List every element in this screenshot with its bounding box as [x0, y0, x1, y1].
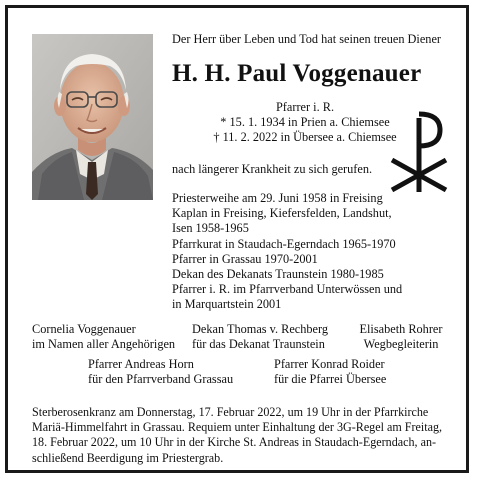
mourner-role: Wegbegleiterin	[363, 337, 439, 352]
career-list	[172, 191, 402, 313]
funeral-line: 18. Februar 2022, um 10 Uhr in der Kirche St. Andreas in Staudach-Egerndach, an-	[32, 435, 437, 450]
bio-born: * 15. 1. 1934 in Prien a. Chiemsee	[220, 115, 390, 130]
career-line: Pfarrer i. R. im Pfarrverband Unterwössen und	[172, 282, 403, 297]
mourner-role: im Namen aller Angehörigen	[32, 337, 176, 352]
career-line: Pfarrkurat in Staudach-Egerndach 1965-1970	[172, 236, 396, 251]
career-line: Priesterweihe am 29. Juni 1958 in Freising	[172, 191, 383, 205]
mourner-role: für den Pfarrverband Grassau	[88, 372, 234, 387]
bio-role: Pfarrer i. R.	[275, 100, 335, 114]
career-line: Pfarrer in Grassau 1970-2001	[172, 251, 318, 266]
bio-block	[190, 100, 420, 146]
deceased-name: H. H. Paul Voggenauer	[172, 60, 422, 87]
mourner-1	[32, 322, 175, 352]
funeral-line: schließend Beerdigung im Priestergrab.	[32, 450, 224, 465]
bio-died: † 11. 2. 2022 in Übersee a. Chiemsee	[213, 130, 397, 145]
mourner-2	[192, 322, 328, 352]
mourner-name: Dekan Thomas v. Rechberg	[192, 322, 329, 336]
mourner-name: Elisabeth Rohrer	[359, 322, 443, 336]
career-line: Isen 1958-1965	[172, 221, 249, 236]
header-line: Der Herr über Leben und Tod hat seinen treuen Diener	[172, 32, 441, 46]
career-line: in Marquartstein 2001	[172, 297, 282, 312]
mourner-5	[274, 357, 386, 387]
funeral-line: Mariä-Himmelfahrt in Grassau. Requiem unter Einhaltung der 3G-Regel am Freitag,	[32, 420, 443, 435]
mourner-3	[346, 322, 456, 352]
mourner-name: Pfarrer Konrad Roider	[274, 357, 385, 371]
mourner-name: Cornelia Voggenauer	[32, 322, 136, 336]
funeral-line: Sterberosenkranz am Donnerstag, 17. Februar 2022, um 19 Uhr in der Pfarrkirche	[32, 405, 429, 419]
mourner-role: für das Dekanat Traunstein	[192, 337, 325, 352]
mourner-name: Pfarrer Andreas Horn	[88, 357, 194, 371]
career-line: Kaplan in Freising, Kiefersfelden, Landshut,	[172, 206, 392, 221]
funeral-info	[32, 405, 442, 466]
portrait-photo	[32, 34, 153, 200]
career-line: Dekan des Dekanats Traunstein 1980-1985	[172, 267, 384, 282]
mourner-role: für die Pfarrei Übersee	[274, 372, 387, 387]
chi-rho-icon	[388, 108, 450, 194]
mourner-4	[88, 357, 233, 387]
called-text: nach längerer Krankheit zu sich gerufen.	[172, 162, 373, 176]
